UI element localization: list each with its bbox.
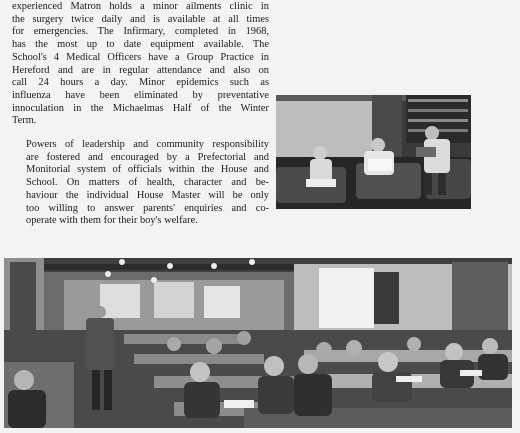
text-line: are fostered and encouraged by a Prefectorial and xyxy=(26,151,269,163)
paragraph-health xyxy=(12,1,269,128)
text-line: Powers of leadership and community responsibility xyxy=(26,139,269,151)
text-line: School. On matters of health, character and be- xyxy=(26,177,269,189)
text-line: too willing to answer parents' enquiries and co- xyxy=(26,202,269,214)
text-line: School's 4 Medical Officers have a Group Practice in xyxy=(12,51,269,63)
text-line: Term. xyxy=(12,115,37,127)
text-line: innoculation in the Michaelmas Half of the Winter xyxy=(12,102,269,114)
common-room-photo xyxy=(276,95,471,209)
text-line: call 24 hours a day. Minor epidemics such as xyxy=(12,77,269,89)
text-line: operate with them for their boy's welfare. xyxy=(26,215,198,227)
paragraph-leadership xyxy=(12,139,269,228)
text-line: influenza have been eliminated by preventative xyxy=(12,89,269,101)
text-line: for emergencies. The Infirmary, completed in 1968, xyxy=(12,26,269,38)
text-line: experienced Matron holds a minor ailments clinic in xyxy=(12,1,269,12)
text-line: Hereford and are in regular attendance and also on xyxy=(12,64,269,76)
dining-hall-photo xyxy=(4,258,512,428)
text-line: Monitorial system of officials within the House and xyxy=(26,164,269,176)
body-text-column xyxy=(12,1,269,228)
text-line: haviour the individual House Master will be only xyxy=(26,189,269,201)
text-line: the surgery twice daily and is available at all times xyxy=(12,13,269,25)
text-line: has the most up to date equipment available. The xyxy=(12,39,269,51)
